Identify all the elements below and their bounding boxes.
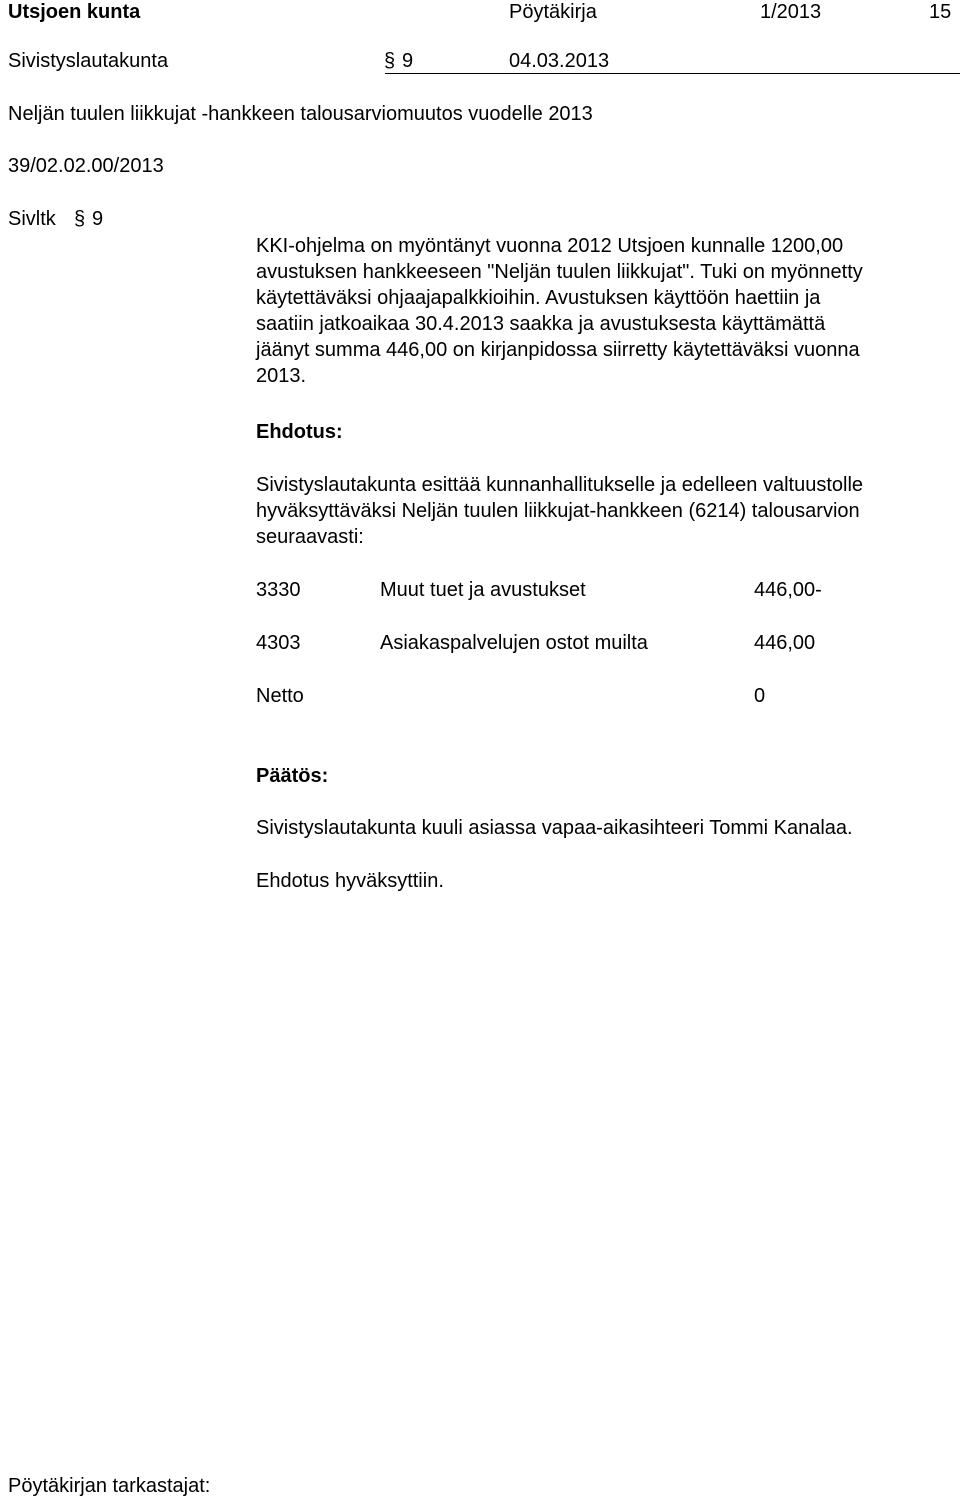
intro-paragraph [256, 233, 956, 389]
section-label: Sivltk [8, 208, 56, 230]
proposal-line: hyväksyttäväksi Neljän tuulen liikkujat-hankkeen (6214) talousarvion [256, 500, 860, 522]
budget-net-label: Netto [256, 685, 304, 707]
budget-code: 4303 [256, 632, 301, 654]
intro-line: 2013. [256, 365, 307, 387]
document-type: Pöytäkirja [509, 1, 597, 23]
proposal-heading: Ehdotus: [256, 421, 343, 443]
budget-description: Muut tuet ja avustukset [380, 579, 586, 601]
budget-amount: 446,00- [754, 579, 822, 601]
intro-line: jäänyt summa 446,00 on kirjanpidossa siirretty käytettäväksi vuonna [256, 339, 860, 361]
reviewers-label: Pöytäkirjan tarkastajat: [8, 1475, 211, 1497]
intro-line: saatiin jatkoaikaa 30.4.2013 saakka ja avustuksesta käyttämättä [256, 313, 826, 335]
meeting-date: 04.03.2013 [509, 50, 610, 72]
section-symbol: § [384, 50, 396, 72]
intro-line: avustuksen hankkeeseen "Neljän tuulen liikkujat". Tuki on myönnetty [256, 261, 863, 283]
committee-name: Sivistyslautakunta [8, 50, 169, 72]
budget-description: Asiakaspalvelujen ostot muilta [380, 632, 648, 654]
proposal-line: Sivistyslautakunta esittää kunnanhallitukselle ja edelleen valtuustolle [256, 474, 864, 496]
intro-line: käytettäväksi ohjaajapalkkioihin. Avustuksen käyttöön haettiin ja [256, 287, 821, 309]
organization-name: Utsjoen kunta [8, 1, 141, 23]
item-title: Neljän tuulen liikkujat -hankkeen talousarviomuutos vuodelle 2013 [8, 103, 593, 125]
document-number: 1/2013 [760, 1, 822, 23]
record-id: 39/02.02.00/2013 [8, 155, 164, 177]
budget-net-amount: 0 [754, 685, 766, 707]
decision-line: Ehdotus hyväksyttiin. [256, 870, 444, 892]
item-section-symbol: § [74, 208, 86, 230]
budget-code: 3330 [256, 579, 301, 601]
section-number: 9 [402, 50, 414, 72]
item-section-number: 9 [92, 208, 104, 230]
proposal-paragraph [256, 472, 956, 550]
intro-line: KKI-ohjelma on myöntänyt vuonna 2012 Utsjoen kunnalle 1200,00 [256, 235, 844, 257]
proposal-line: seuraavasti: [256, 526, 364, 548]
page-number: 15 [929, 1, 952, 23]
decision-heading: Päätös: [256, 765, 329, 787]
header-divider [385, 73, 960, 74]
budget-amount: 446,00 [754, 632, 816, 654]
decision-line: Sivistyslautakunta kuuli asiassa vapaa-aikasihteeri Tommi Kanalaa. [256, 817, 853, 839]
